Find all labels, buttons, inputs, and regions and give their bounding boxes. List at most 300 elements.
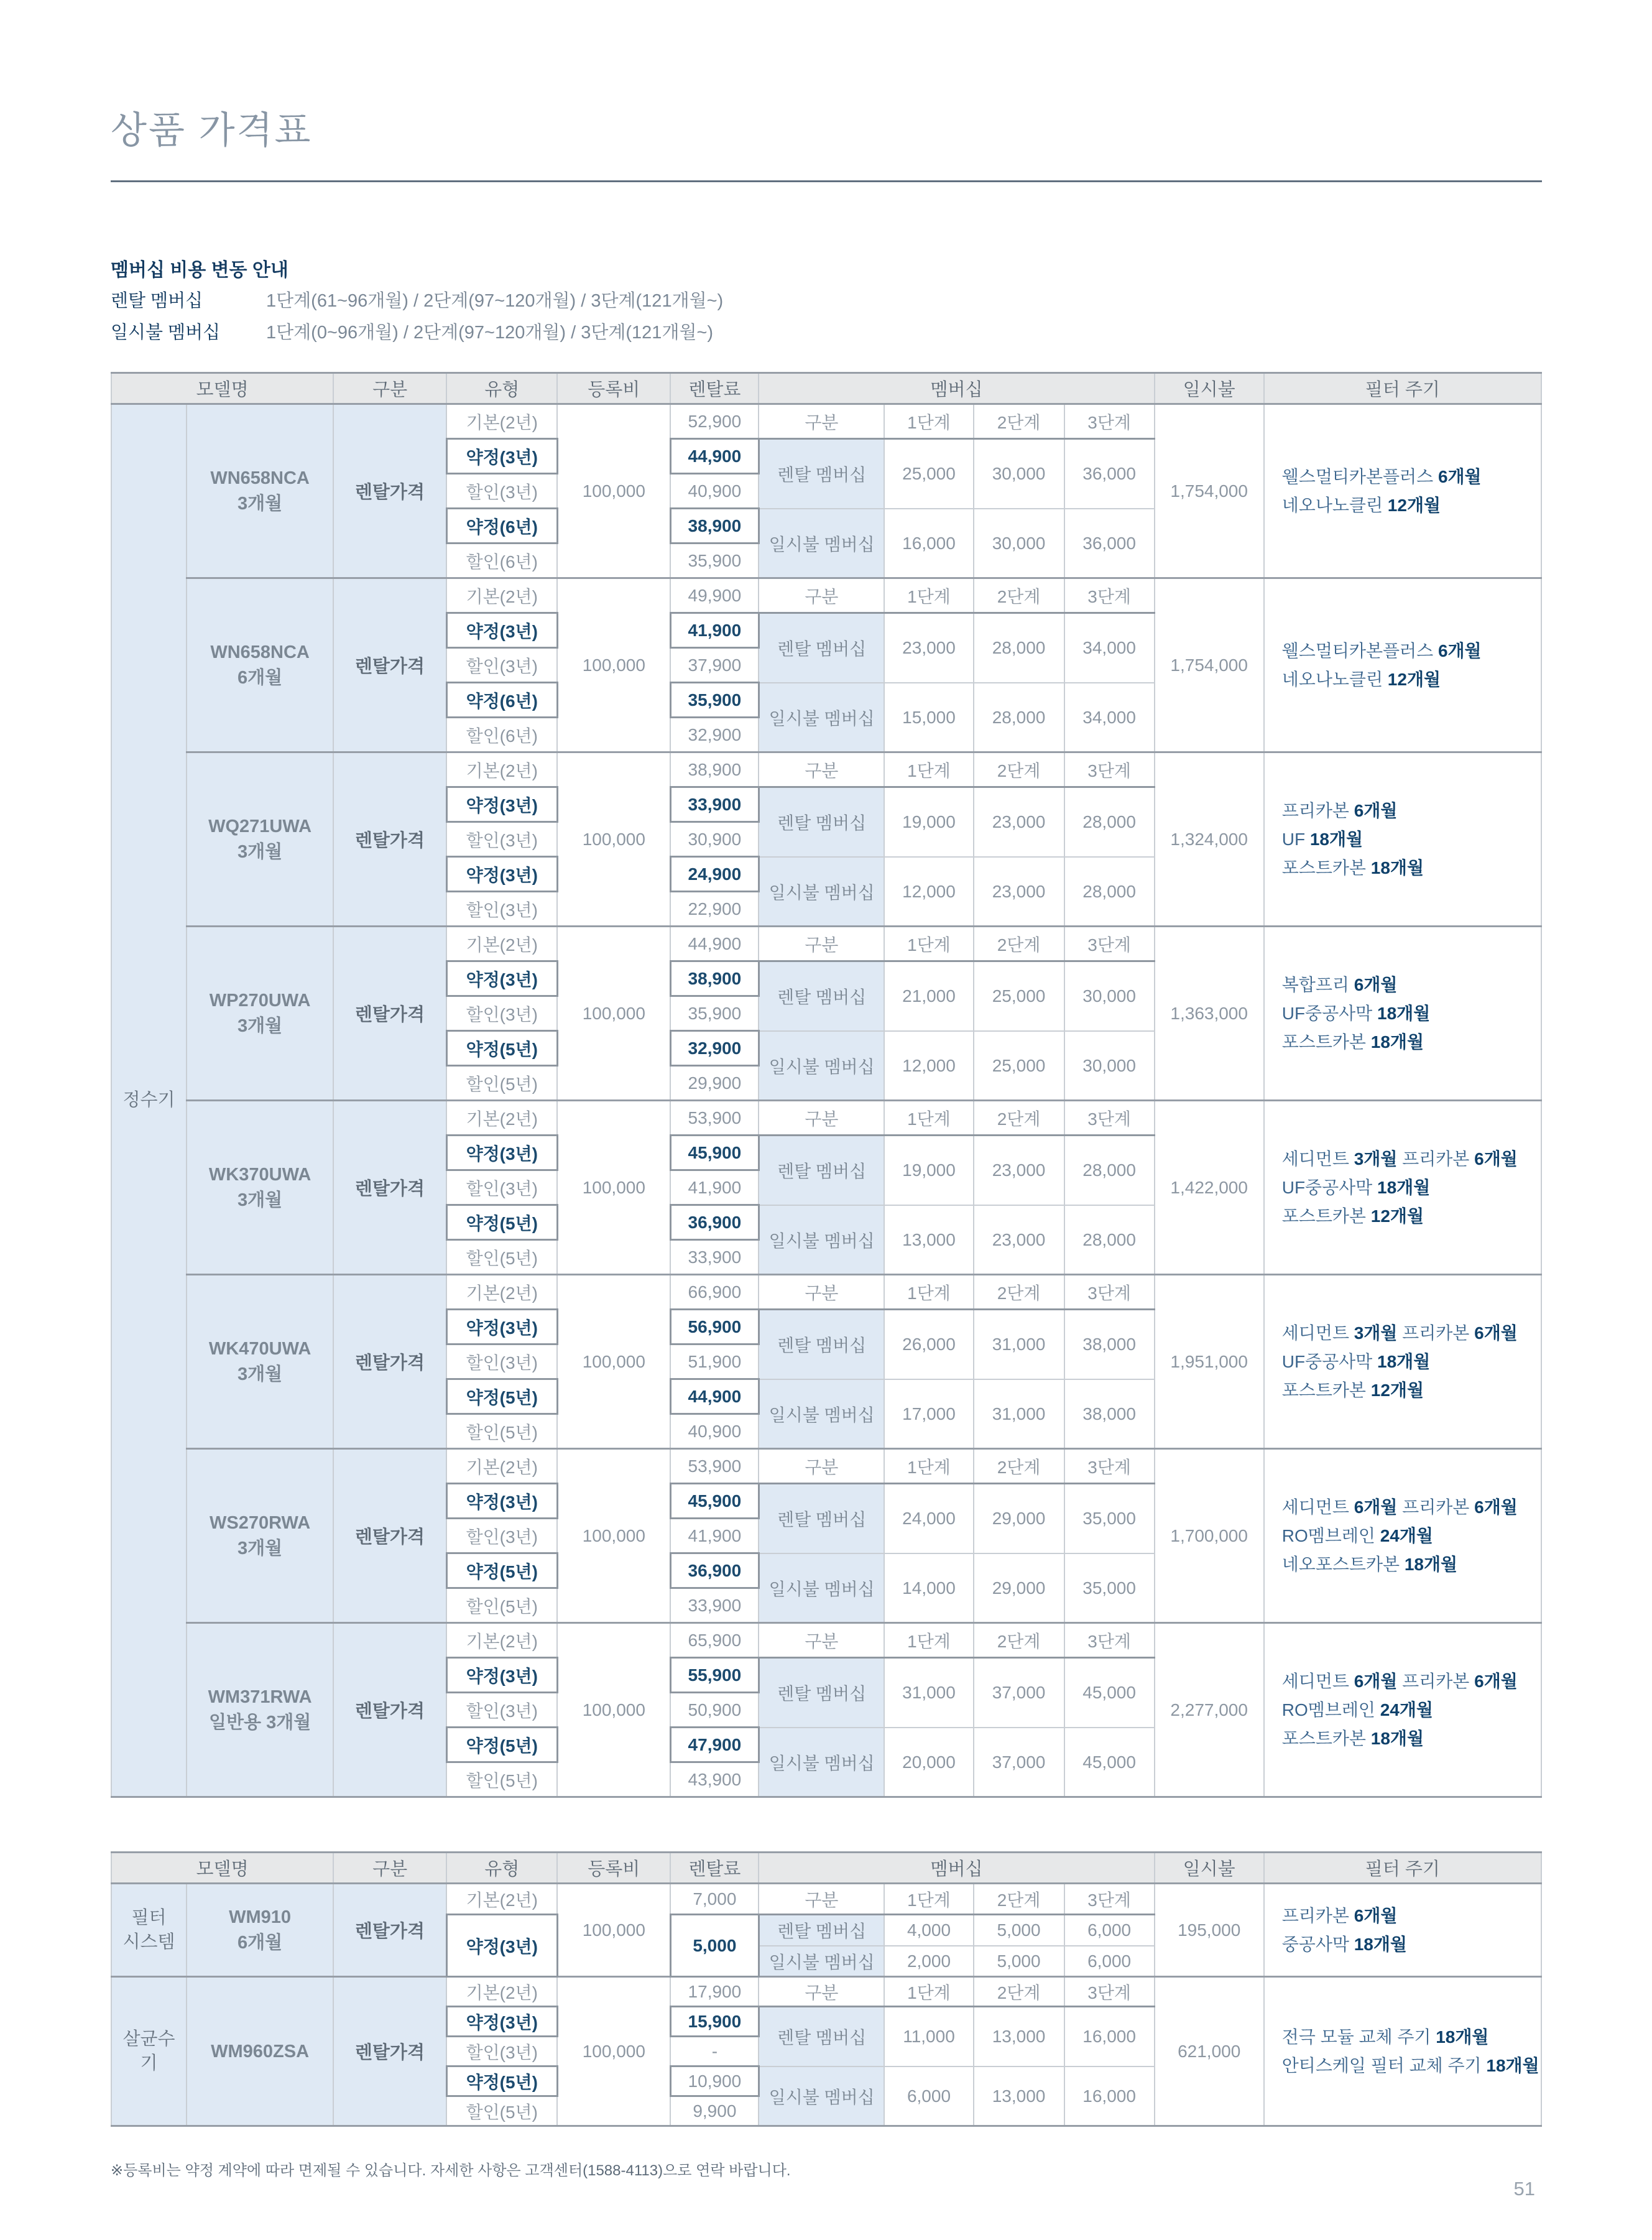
membership-stage2-header: 2단계 [974, 1977, 1064, 2007]
model-name-line: WM371RWA [208, 1687, 312, 1708]
group-label-line: 정수기 [122, 1090, 175, 1111]
membership-label-lump: 일시불 멤버십 [759, 683, 884, 752]
membership-label-lump: 일시불 멤버십 [759, 509, 884, 578]
rental-fee-cell: 10,900 [670, 2066, 759, 2096]
membership-stage3-header: 3단계 [1064, 752, 1155, 787]
type-cell: 할인(5년) [446, 1588, 557, 1623]
product-row [111, 1884, 1541, 1915]
membership-value: 17,000 [884, 1379, 973, 1449]
filter-part: UF중공사막 [1281, 1177, 1378, 1197]
membership-label-rental: 렌탈 멤버십 [759, 961, 884, 1031]
type-cell: 기본(2년) [446, 1449, 557, 1484]
membership-gubun-header: 구분 [759, 578, 884, 613]
filter-part: 안티스케일 필터 교체 주기 [1281, 2055, 1487, 2075]
product-row [111, 1275, 1541, 1310]
table-header [111, 1853, 1541, 1884]
membership-stage2-header: 2단계 [974, 1275, 1064, 1310]
filter-part: 웰스멀티카본플러스 [1281, 641, 1438, 660]
filter-part: 프리카본 [1281, 800, 1354, 820]
membership-label-lump: 일시불 멤버십 [759, 1031, 884, 1101]
group-label-line: 시스템 [122, 1932, 175, 1952]
rental-fee-cell: 56,900 [670, 1310, 759, 1344]
filter-part: 6개월 [1474, 1149, 1518, 1169]
filter-part: 6개월 [1354, 1497, 1398, 1517]
membership-value: 20,000 [884, 1728, 973, 1797]
membership-label-rental: 렌탈 멤버십 [759, 1310, 884, 1379]
filter-part: 포스트카본 [1281, 1380, 1371, 1400]
membership-value: 30,000 [974, 439, 1064, 509]
membership-stage1-header: 1단계 [884, 1275, 973, 1310]
filter-cycle-line [1282, 1348, 1537, 1376]
table-header-row [111, 1853, 1541, 1884]
type-cell: 기본(2년) [446, 927, 557, 961]
model-name-line: 일반용 3개월 [208, 1712, 311, 1733]
group-label-line: 살균수기 [122, 2029, 175, 2073]
membership-stage3-header: 3단계 [1064, 1449, 1155, 1484]
filter-part: 프리카본 [1397, 1671, 1475, 1691]
rental-fee-cell: 30,900 [670, 822, 759, 857]
type-cell: 할인(3년) [446, 892, 557, 927]
membership-label-rental: 렌탈 멤버십 [759, 439, 884, 509]
filter-cycle-cell [1264, 578, 1541, 752]
type-cell: 약정(3년) [446, 2007, 557, 2037]
rental-fee-cell: 33,900 [670, 1588, 759, 1623]
model-name-line: WK370UWA [208, 1165, 311, 1185]
type-cell: 약정(3년) [446, 961, 557, 996]
group-label-line: 필터 [131, 1907, 167, 1928]
rental-fee-cell: 17,900 [670, 1977, 759, 2007]
filter-part: 네오나노클린 [1281, 669, 1388, 689]
category-cell: 렌탈가격 [333, 1449, 446, 1623]
rental-fee-cell: 29,900 [670, 1066, 759, 1101]
notice-line-rental [111, 290, 1543, 313]
type-cell: 약정(3년) [446, 787, 557, 822]
filter-part: 12개월 [1387, 669, 1441, 689]
col-header-reg-fee: 등록비 [557, 1853, 670, 1884]
filter-cycle-line [1282, 1376, 1537, 1405]
model-cell [187, 1977, 333, 2126]
reg-fee-cell: 100,000 [557, 1977, 670, 2126]
reg-fee-cell: 100,000 [557, 1275, 670, 1449]
filter-part: 6개월 [1354, 974, 1398, 994]
col-header-rental-fee: 렌탈료 [670, 1853, 759, 1884]
membership-value: 15,000 [884, 683, 973, 752]
type-cell: 기본(2년) [446, 1884, 557, 1915]
rental-fee-cell: 35,900 [670, 683, 759, 718]
lump-sum-cell: 1,324,000 [1155, 752, 1264, 927]
lump-sum-cell: 1,754,000 [1155, 578, 1264, 752]
model-name-line: 3개월 [238, 1364, 283, 1384]
membership-label-lump: 일시불 멤버십 [759, 1205, 884, 1275]
type-cell: 약정(3년) [446, 857, 557, 892]
type-cell: 약정(5년) [446, 1205, 557, 1240]
membership-label-rental: 렌탈 멤버십 [759, 1915, 884, 1946]
membership-value: 29,000 [974, 1484, 1064, 1553]
rental-fee-cell: 55,900 [670, 1658, 759, 1693]
col-header-type: 유형 [446, 1853, 557, 1884]
filter-part: 6개월 [1474, 1497, 1518, 1517]
membership-value: 16,000 [1064, 2007, 1155, 2066]
type-cell: 할인(3년) [446, 474, 557, 509]
model-name-line: 3개월 [238, 1190, 283, 1210]
notice-line-lump [111, 322, 1543, 345]
membership-value: 35,000 [1064, 1484, 1155, 1553]
filter-cycle-line [1282, 2023, 1537, 2052]
filter-cycle-line [1282, 637, 1537, 665]
filter-cycle-line [1282, 463, 1537, 491]
membership-stage1-header: 1단계 [884, 1884, 973, 1915]
membership-value: 45,000 [1064, 1728, 1155, 1797]
rental-fee-cell: 41,900 [670, 1170, 759, 1205]
membership-stage1-header: 1단계 [884, 1449, 973, 1484]
product-row [111, 1977, 1541, 2007]
membership-stage2-header: 2단계 [974, 578, 1064, 613]
table-header [111, 373, 1541, 404]
filter-part: 12개월 [1370, 1380, 1424, 1400]
membership-stage2-header: 2단계 [974, 1101, 1064, 1136]
lump-sum-cell: 1,951,000 [1155, 1275, 1264, 1449]
filter-cycle-cell [1264, 752, 1541, 927]
rental-fee-cell: 52,900 [670, 404, 759, 439]
rental-fee-cell: 32,900 [670, 718, 759, 752]
notice-label-lump: 일시불 멤버십 [111, 322, 221, 343]
membership-value: 24,000 [884, 1484, 973, 1553]
filter-part: UF중공사막 [1281, 1003, 1378, 1023]
type-cell: 할인(5년) [446, 1066, 557, 1101]
membership-value: 28,000 [1064, 1136, 1155, 1205]
membership-value: 28,000 [974, 613, 1064, 683]
membership-value: 31,000 [884, 1658, 973, 1728]
membership-stage1-header: 1단계 [884, 1977, 973, 2007]
filter-part: UF중공사막 [1281, 1351, 1378, 1371]
membership-value: 23,000 [974, 787, 1064, 857]
type-cell: 할인(3년) [446, 822, 557, 857]
membership-value: 38,000 [1064, 1379, 1155, 1449]
membership-value: 19,000 [884, 787, 973, 857]
type-cell: 할인(3년) [446, 648, 557, 683]
filter-cycle-line [1282, 665, 1537, 694]
type-cell: 할인(3년) [446, 1344, 557, 1379]
membership-value: 11,000 [884, 2007, 973, 2066]
membership-label-rental: 렌탈 멤버십 [759, 2007, 884, 2066]
product-row [111, 1101, 1541, 1136]
filter-part: 6개월 [1354, 1671, 1398, 1691]
membership-value: 28,000 [974, 683, 1064, 752]
filter-part: 18개월 [1354, 1934, 1407, 1954]
membership-label-lump: 일시불 멤버십 [759, 1379, 884, 1449]
membership-gubun-header: 구분 [759, 1977, 884, 2007]
membership-gubun-header: 구분 [759, 927, 884, 961]
type-cell: 할인(6년) [446, 544, 557, 578]
membership-gubun-header: 구분 [759, 1101, 884, 1136]
rental-fee-cell: - [670, 2037, 759, 2066]
membership-label-lump: 일시불 멤버십 [759, 1946, 884, 1977]
membership-value: 16,000 [884, 509, 973, 578]
filter-part: 세디먼트 [1281, 1497, 1354, 1517]
membership-value: 14,000 [884, 1553, 973, 1623]
membership-value: 26,000 [884, 1310, 973, 1379]
filter-cycle-line [1282, 1028, 1537, 1057]
membership-label-lump: 일시불 멤버십 [759, 2066, 884, 2126]
page-title: 상품 가격표 [111, 109, 313, 151]
rental-fee-cell: 38,900 [670, 509, 759, 544]
membership-value: 12,000 [884, 1031, 973, 1101]
filter-cycle-line [1282, 1173, 1537, 1202]
filter-cycle-line [1282, 1902, 1537, 1930]
col-header-model: 모델명 [111, 1853, 333, 1884]
model-name-line: WK470UWA [208, 1339, 311, 1359]
membership-value: 23,000 [974, 857, 1064, 927]
membership-stage1-header: 1단계 [884, 752, 973, 787]
model-name-line: 3개월 [238, 1538, 283, 1558]
membership-value: 35,000 [1064, 1553, 1155, 1623]
membership-value: 31,000 [974, 1379, 1064, 1449]
filter-part: 18개월 [1370, 1728, 1424, 1748]
membership-notice [111, 254, 1543, 345]
rental-fee-cell: 45,900 [670, 1484, 759, 1519]
membership-label-rental: 렌탈 멤버십 [759, 1136, 884, 1205]
membership-value: 5,000 [974, 1915, 1064, 1946]
rental-fee-cell: 66,900 [670, 1275, 759, 1310]
membership-label-rental: 렌탈 멤버십 [759, 613, 884, 683]
reg-fee-cell: 100,000 [557, 1623, 670, 1797]
membership-value: 28,000 [1064, 857, 1155, 927]
membership-stage2-header: 2단계 [974, 927, 1064, 961]
rental-fee-cell: 53,900 [670, 1101, 759, 1136]
filter-part: 전극 모듈 교체 주기 [1281, 2027, 1436, 2047]
membership-value: 13,000 [974, 2007, 1064, 2066]
membership-value: 29,000 [974, 1553, 1064, 1623]
membership-stage2-header: 2단계 [974, 752, 1064, 787]
col-header-rental-fee: 렌탈료 [670, 373, 759, 404]
membership-label-rental: 렌탈 멤버십 [759, 1658, 884, 1728]
model-name-line: WM960ZSA [211, 2041, 310, 2062]
filter-part: 프리카본 [1397, 1323, 1475, 1343]
price-table [111, 372, 1542, 1798]
type-cell: 기본(2년) [446, 1275, 557, 1310]
type-cell: 할인(5년) [446, 1414, 557, 1449]
membership-stage1-header: 1단계 [884, 927, 973, 961]
rental-fee-cell: 35,900 [670, 996, 759, 1031]
rental-fee-cell: 47,900 [670, 1728, 759, 1762]
rental-fee-cell: 40,900 [670, 1414, 759, 1449]
membership-stage1-header: 1단계 [884, 1101, 973, 1136]
membership-stage2-header: 2단계 [974, 404, 1064, 439]
filter-part: 중공사막 [1281, 1934, 1354, 1954]
rental-fee-cell: 65,900 [670, 1623, 759, 1658]
col-header-category: 구분 [333, 1853, 446, 1884]
filter-part: 복합프리 [1281, 974, 1354, 994]
filter-part: 18개월 [1370, 1032, 1424, 1052]
filter-part: 프리카본 [1281, 1905, 1354, 1925]
type-cell: 약정(5년) [446, 1031, 557, 1066]
membership-stage3-header: 3단계 [1064, 1623, 1155, 1658]
membership-stage1-header: 1단계 [884, 1623, 973, 1658]
filter-cycle-line [1282, 1145, 1537, 1173]
membership-gubun-header: 구분 [759, 1623, 884, 1658]
page-number: 51 [1513, 2178, 1535, 2200]
rental-fee-cell: 36,900 [670, 1553, 759, 1588]
product-group-cell [111, 1977, 187, 2126]
filter-part: 12개월 [1387, 495, 1441, 515]
filter-cycle-line [1282, 1319, 1537, 1348]
type-cell: 할인(3년) [446, 1693, 557, 1728]
reg-fee-cell: 100,000 [557, 1449, 670, 1623]
filter-part: 웰스멀티카본플러스 [1281, 466, 1438, 486]
filter-cycle-cell [1264, 1101, 1541, 1275]
filter-cycle-cell [1264, 1275, 1541, 1449]
col-header-filter-cycle: 필터 주기 [1264, 1853, 1541, 1884]
model-name-line: 3개월 [238, 1016, 283, 1036]
product-group-cell [111, 404, 187, 1797]
filter-cycle-line [1282, 1930, 1537, 1959]
membership-stage3-header: 3단계 [1064, 927, 1155, 961]
membership-value: 13,000 [884, 1205, 973, 1275]
filter-part: 세디먼트 [1281, 1671, 1354, 1691]
filter-part: 3개월 [1354, 1323, 1398, 1343]
col-header-lump-sum: 일시불 [1155, 373, 1264, 404]
membership-value: 30,000 [1064, 961, 1155, 1031]
membership-value: 38,000 [1064, 1310, 1155, 1379]
rental-fee-cell: 51,900 [670, 1344, 759, 1379]
category-cell: 렌탈가격 [333, 404, 446, 578]
rental-fee-cell: 32,900 [670, 1031, 759, 1066]
notice-value-rental: 1단계(61~96개월) / 2단계(97~120개월) / 3단계(121개월~) [266, 291, 724, 311]
membership-label-lump: 일시불 멤버십 [759, 1728, 884, 1797]
col-header-filter-cycle: 필터 주기 [1264, 373, 1541, 404]
col-header-reg-fee: 등록비 [557, 373, 670, 404]
filter-cycle-line [1282, 999, 1537, 1028]
model-name-line: 3개월 [238, 841, 283, 862]
product-row [111, 752, 1541, 787]
membership-value: 37,000 [974, 1728, 1064, 1797]
filter-cycle-line [1282, 1667, 1537, 1696]
type-cell: 약정(3년) [446, 439, 557, 474]
rental-fee-cell: 53,900 [670, 1449, 759, 1484]
rental-fee-cell: 24,900 [670, 857, 759, 892]
membership-value: 36,000 [1064, 509, 1155, 578]
membership-value: 45,000 [1064, 1658, 1155, 1728]
lump-sum-cell: 195,000 [1155, 1884, 1264, 1977]
filter-part: 6개월 [1437, 466, 1482, 486]
filter-part: RO멤브레인 [1281, 1525, 1380, 1545]
filter-part: 포스트카본 [1281, 1206, 1371, 1226]
rental-fee-cell: 43,900 [670, 1762, 759, 1797]
membership-value: 21,000 [884, 961, 973, 1031]
reg-fee-cell: 100,000 [557, 404, 670, 578]
rental-fee-cell: 5,000 [670, 1915, 759, 1977]
lump-sum-cell: 1,700,000 [1155, 1449, 1264, 1623]
rental-fee-cell: 37,900 [670, 648, 759, 683]
membership-stage1-header: 1단계 [884, 578, 973, 613]
type-cell: 약정(5년) [446, 1728, 557, 1762]
membership-value: 19,000 [884, 1136, 973, 1205]
model-name-line: WM910 [229, 1907, 292, 1928]
rental-fee-cell: 36,900 [670, 1205, 759, 1240]
filter-part: 6개월 [1354, 1905, 1398, 1925]
type-cell: 약정(3년) [446, 1658, 557, 1693]
rental-fee-cell: 45,900 [670, 1136, 759, 1170]
rental-fee-cell: 22,900 [670, 892, 759, 927]
filter-cycle-line [1282, 1550, 1537, 1579]
filter-cycle-line [1282, 1724, 1537, 1753]
membership-value: 34,000 [1064, 683, 1155, 752]
filter-part: 24개월 [1380, 1525, 1433, 1545]
rental-fee-cell: 38,900 [670, 752, 759, 787]
filter-cycle-line [1282, 797, 1537, 825]
reg-fee-cell: 100,000 [557, 927, 670, 1101]
rental-fee-cell: 15,900 [670, 2007, 759, 2037]
membership-value: 6,000 [1064, 1946, 1155, 1977]
rental-fee-cell: 33,900 [670, 1240, 759, 1275]
membership-value: 23,000 [884, 613, 973, 683]
col-header-category: 구분 [333, 373, 446, 404]
type-cell: 기본(2년) [446, 1623, 557, 1658]
rental-fee-cell: 44,900 [670, 927, 759, 961]
type-cell: 기본(2년) [446, 752, 557, 787]
notice-label-rental: 렌탈 멤버십 [111, 291, 203, 311]
membership-stage2-header: 2단계 [974, 1449, 1064, 1484]
reg-fee-cell: 100,000 [557, 578, 670, 752]
price-tables [111, 372, 1543, 2127]
category-cell: 렌탈가격 [333, 1977, 446, 2126]
model-cell [187, 578, 333, 752]
membership-value: 28,000 [1064, 787, 1155, 857]
type-cell: 할인(6년) [446, 718, 557, 752]
filter-cycle-line [1282, 1696, 1537, 1724]
filter-part: RO멤브레인 [1281, 1700, 1380, 1719]
filter-part: 6개월 [1354, 800, 1398, 820]
membership-value: 36,000 [1064, 439, 1155, 509]
membership-value: 4,000 [884, 1915, 973, 1946]
filter-part: 18개월 [1377, 1351, 1431, 1371]
membership-value: 23,000 [974, 1136, 1064, 1205]
membership-value: 12,000 [884, 857, 973, 927]
filter-part: 6개월 [1474, 1671, 1518, 1691]
lump-sum-cell: 1,422,000 [1155, 1101, 1264, 1275]
membership-value: 25,000 [974, 961, 1064, 1031]
type-cell: 약정(6년) [446, 509, 557, 544]
filter-part: 네오포스트카본 [1281, 1554, 1405, 1574]
col-header-membership: 멤버십 [759, 1853, 1154, 1884]
product-row [111, 1449, 1541, 1484]
model-cell [187, 1275, 333, 1449]
membership-stage1-header: 1단계 [884, 404, 973, 439]
membership-label-rental: 렌탈 멤버십 [759, 787, 884, 857]
lump-sum-cell: 2,277,000 [1155, 1623, 1264, 1797]
model-name-line: 6개월 [238, 667, 283, 688]
type-cell: 할인(5년) [446, 1240, 557, 1275]
notice-heading: 멤버십 비용 변동 안내 [111, 260, 288, 280]
col-header-model: 모델명 [111, 373, 333, 404]
filter-part: 포스트카본 [1281, 1032, 1371, 1052]
footnote: ※등록비는 약정 계약에 따라 면제될 수 있습니다. 자세한 사항은 고객센터(1588-4113)으로 연락 바랍니다. [111, 2162, 791, 2180]
type-cell: 할인(3년) [446, 996, 557, 1031]
membership-gubun-header: 구분 [759, 752, 884, 787]
filter-part: 18개월 [1309, 829, 1364, 849]
type-cell: 약정(3년) [446, 1915, 557, 1977]
membership-gubun-header: 구분 [759, 1449, 884, 1484]
model-cell [187, 1449, 333, 1623]
type-cell: 할인(3년) [446, 1170, 557, 1205]
rental-fee-cell: 35,900 [670, 544, 759, 578]
filter-cycle-line [1282, 854, 1537, 882]
filter-part: 18개월 [1486, 2055, 1539, 2075]
rental-fee-cell: 40,900 [670, 474, 759, 509]
membership-value: 30,000 [974, 509, 1064, 578]
type-cell: 약정(3년) [446, 1136, 557, 1170]
filter-cycle-cell [1264, 404, 1541, 578]
